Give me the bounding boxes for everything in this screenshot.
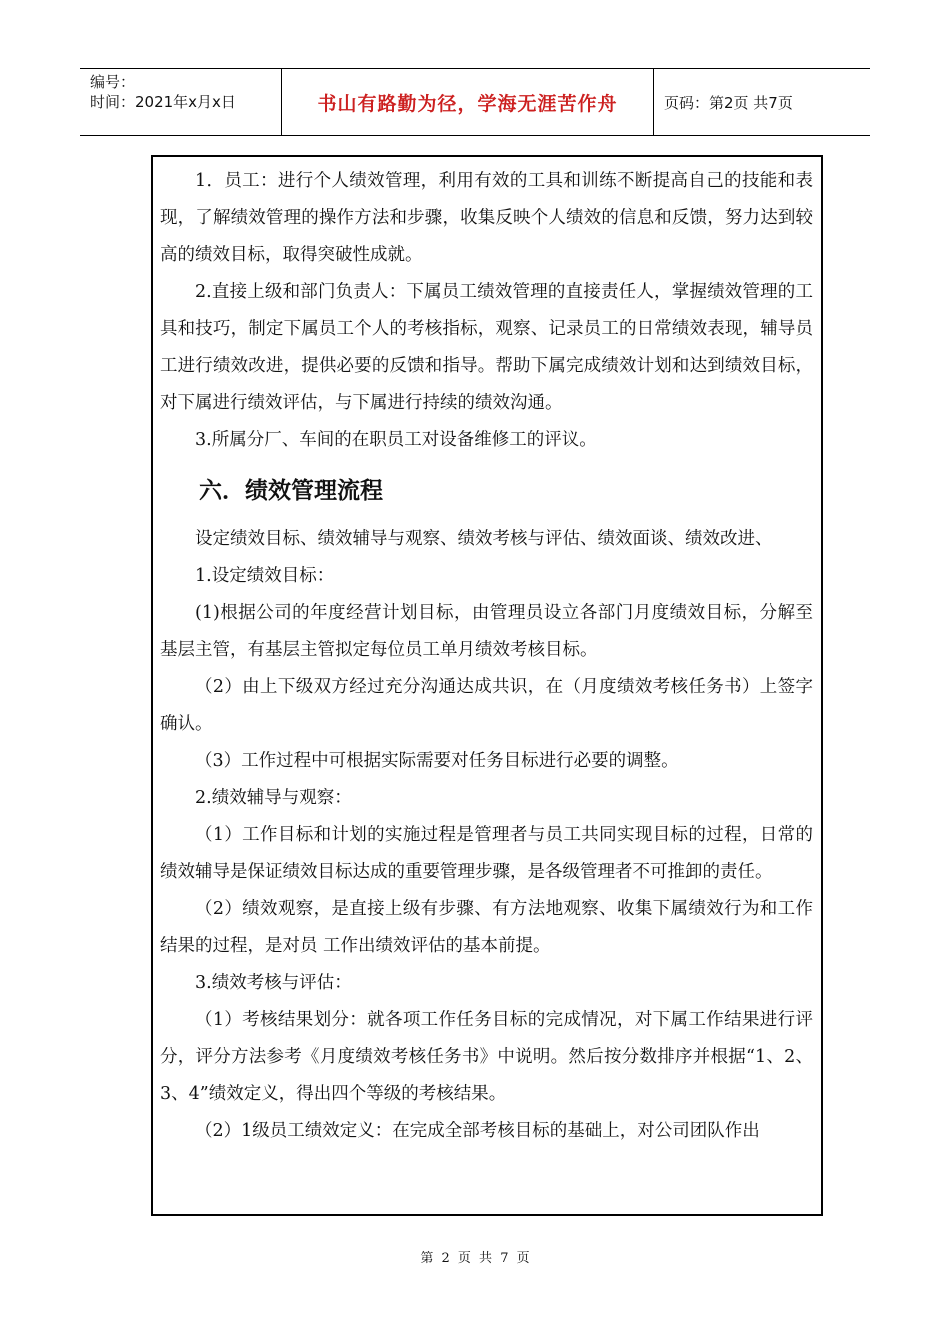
page-footer: 第 2 页 共 7 页 bbox=[420, 1251, 530, 1266]
paragraph-coaching-2: （2）绩效观察，是直接上级有步骤、有方法地观察、收集下属绩效行为和工作结果的过程，是对员 工作出绩效评估的基本前提。 bbox=[160, 899, 813, 956]
paragraph-goal-3: （3）工作过程中可根据实际需要对任务目标进行必要的调整。 bbox=[195, 751, 679, 771]
subheading-set-goals: 1.设定绩效目标： bbox=[195, 566, 335, 586]
paragraph-workshop-review: 3.所属分厂、车间的在职员工对设备维修工的评议。 bbox=[195, 430, 597, 450]
document-number-label: 编号： bbox=[90, 73, 136, 91]
document-date: 时间：2021年x月x日 bbox=[90, 93, 236, 111]
page-header bbox=[80, 68, 870, 136]
paragraph-evaluation-1: （1）考核结果划分：就各项工作任务目标的完成情况，对下属工作结果进行评分，评分方法参考《月度绩效考核任务书》中说明。然后按分数排序并根据“1、2、3、4”绩效定义，得出四个等级的考核结果。 bbox=[160, 1010, 813, 1104]
content-frame bbox=[151, 155, 823, 1216]
paragraph-goal-2: （2）由上下级双方经过充分沟通达成共识，在（月度绩效考核任务书）上签字确认。 bbox=[160, 677, 813, 734]
paragraph-employee-role: 1．员工：进行个人绩效管理，利用有效的工具和训练不断提高自己的技能和表现，了解绩效管理的操作方法和步骤，收集反映个人绩效的信息和反馈，努力达到较高的绩效目标，取得突破性成就。 bbox=[160, 171, 813, 265]
paragraph-process-overview: 设定绩效目标、绩效辅导与观察、绩效考核与评估、绩效面谈、绩效改进、 bbox=[195, 529, 773, 549]
header-motto: 书山有路勤为径，学海无涯苦作舟 bbox=[282, 69, 654, 135]
header-page-code: 页码：第2页 共7页 bbox=[664, 93, 793, 112]
paragraph-supervisor-role: 2.直接上级和部门负责人：下属员工绩效管理的直接责任人，掌握绩效管理的工具和技巧，制定下属员工个人的考核指标，观察、记录员工的日常绩效表现，辅导员工进行绩效改进，提供必要的反馈和指导。帮助下属完成绩效计划和达到绩效目标，对下属进行绩效评估，与下属进行持续的绩效沟通。 bbox=[160, 282, 813, 413]
paragraph-evaluation-2: （2）1级员工绩效定义：在完成全部考核目标的基础上，对公司团队作出 bbox=[195, 1121, 760, 1141]
header-meta bbox=[80, 69, 282, 135]
subheading-evaluation: 3.绩效考核与评估： bbox=[195, 973, 352, 993]
document-body bbox=[153, 163, 821, 1150]
paragraph-coaching-1: （1）工作目标和计划的实施过程是管理者与员工共同实现目标的过程，日常的绩效辅导是保证绩效目标达成的重要管理步骤，是各级管理者不可推卸的责任。 bbox=[160, 825, 813, 882]
paragraph-goal-1: (1)根据公司的年度经营计划目标，由管理员设立各部门月度绩效目标，分解至基层主管，有基层主管拟定每位员工单月绩效考核目标。 bbox=[160, 603, 813, 660]
section-heading: 六．绩效管理流程 bbox=[199, 478, 383, 504]
subheading-coaching: 2.绩效辅导与观察： bbox=[195, 788, 352, 808]
